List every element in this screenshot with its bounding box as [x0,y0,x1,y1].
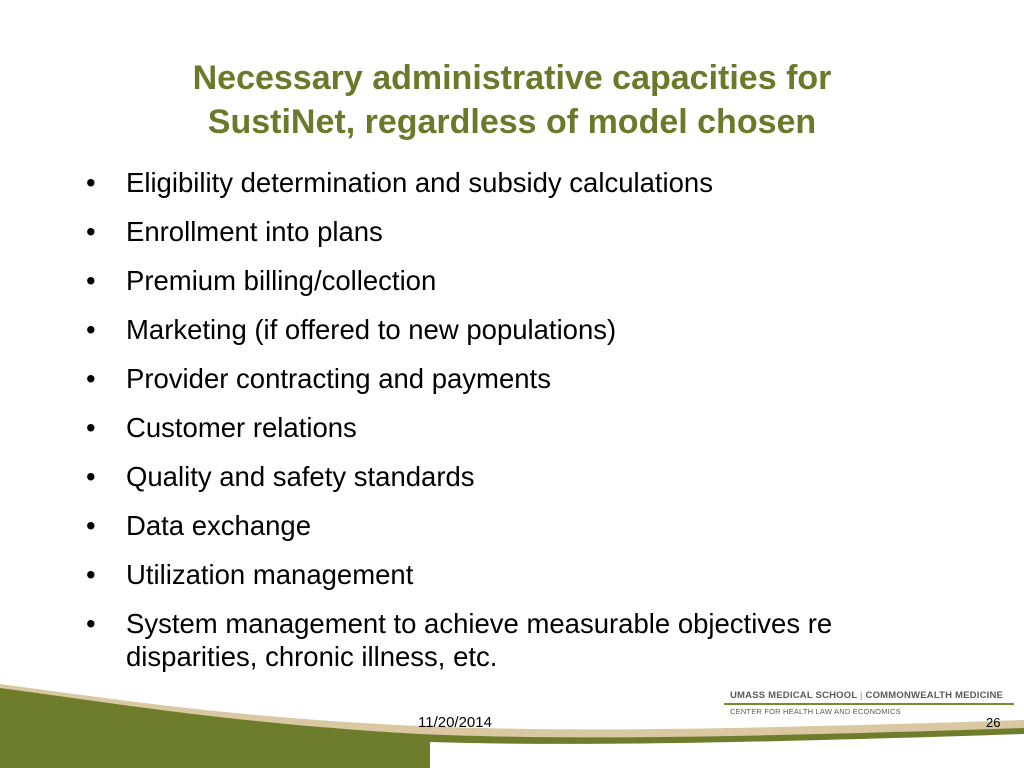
bullet-marker: • [86,559,96,590]
bullet-item [86,411,946,444]
bullet-text: Premium billing/collection [126,265,437,296]
institution-logo [724,690,1016,720]
bullet-marker: • [86,608,96,639]
logo-right-text: COMMONWEALTH MEDICINE [865,690,1004,701]
bullet-text: Utilization management [126,559,414,590]
bullet-text: Marketing (if offered to new populations) [126,314,617,345]
bullet-item [86,166,946,199]
bullet-item [86,460,946,493]
bullet-marker: • [86,412,96,443]
bullet-text: Eligibility determination and subsidy calculations [126,167,713,198]
bullet-marker: • [86,216,96,247]
bullet-text: Quality and safety standards [126,461,475,492]
slide-title [80,56,944,144]
bullet-item [86,558,946,591]
bullet-item [86,362,946,395]
page-number: 26 [986,715,1001,730]
bullet-marker: • [86,363,96,394]
bullet-text: Enrollment into plans [126,216,383,247]
bullet-marker: • [86,314,96,345]
logo-separator: | [860,690,863,701]
bullet-marker: • [86,167,96,198]
bullet-marker: • [86,461,96,492]
logo-rule [724,703,1014,705]
bullet-list [86,166,946,673]
bullet-text: Data exchange [126,510,311,541]
logo-left-text: UMASS MEDICAL SCHOOL [730,690,858,701]
slide-title-line-2: SustiNet, regardless of model chosen [207,103,817,141]
bullet-item [86,607,946,673]
bullet-item [86,215,946,248]
footer-date: 11/20/2014 [418,714,492,731]
logo-top-line [730,690,1003,701]
bullet-item [86,509,946,542]
bullet-text: Provider contracting and payments [126,363,551,394]
bullet-marker: • [86,265,96,296]
slide-title-line-1: Necessary administrative capacities for [192,59,832,97]
bullet-text: Customer relations [126,412,357,443]
logo-subtitle: CENTER FOR HEALTH LAW AND ECONOMICS [730,707,901,716]
bullet-marker: • [86,510,96,541]
bullet-item [86,313,946,346]
bullet-item [86,264,946,297]
bullet-text: System management to achieve measurable objectives re disparities, chronic illness, etc. [126,608,833,672]
